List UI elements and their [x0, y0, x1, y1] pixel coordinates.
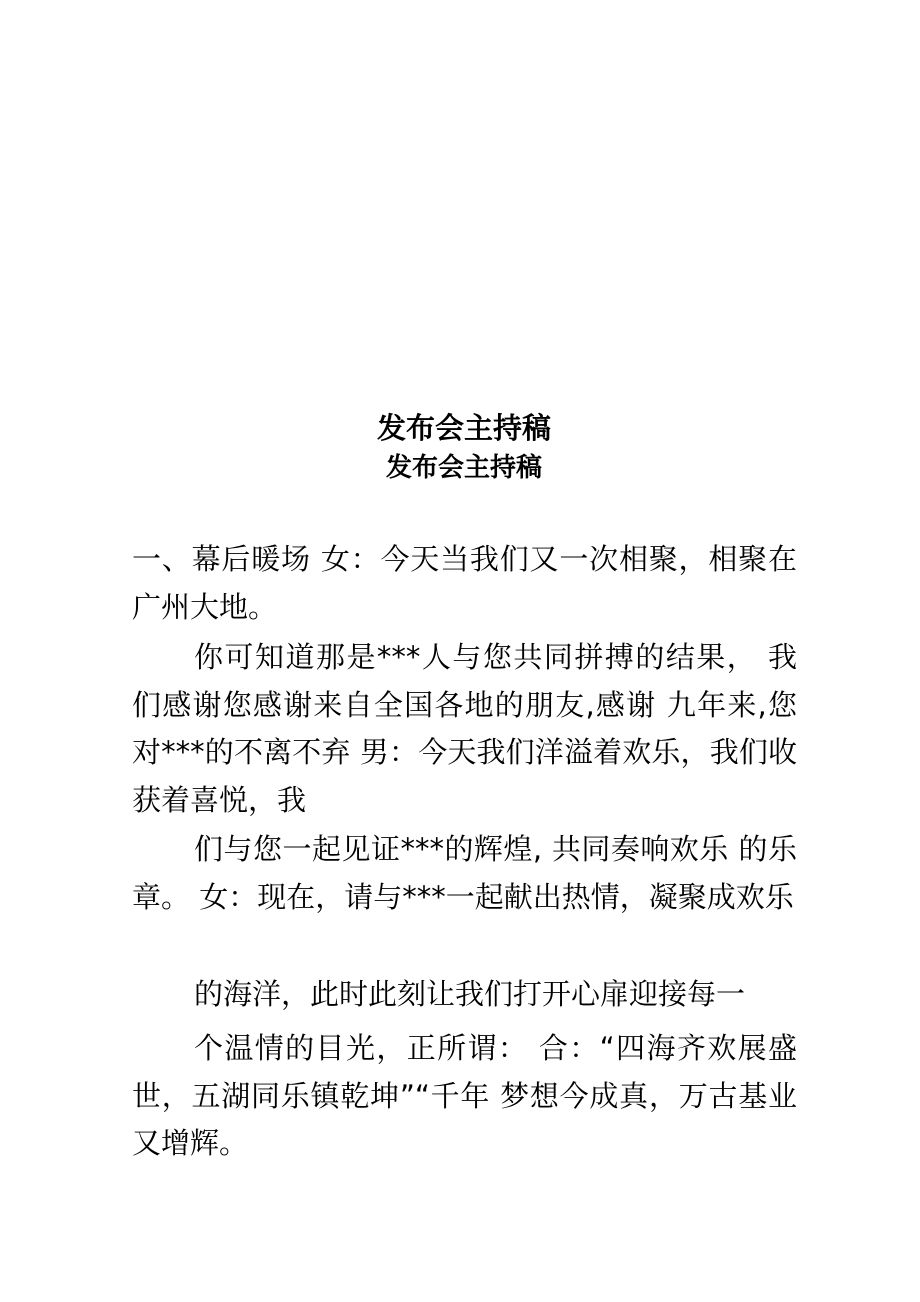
paragraph-thanks: 你可知道那是***人与您共同拼搏的结果， 我们感谢您感谢来自全国各地的朋友,感谢 九年来,您对***的不离不弃 男：今天我们洋溢着欢乐，我们收获着喜悦，我 [132, 640, 797, 817]
document-subtitle: 发布会主持稿 [385, 453, 542, 483]
paragraph-ocean: 的海洋，此时此刻让我们打开心扉迎接每一 [194, 977, 746, 1011]
paragraph-closing: 个温情的目光，正所谓： 合：“四海齐欢展盛世，五湖同乐镇乾坤”“千年 梦想今成真，万古基业又增辉。 [132, 1031, 797, 1160]
paragraph-opening: 一、幕后暖场 女：今天当我们又一次相聚，相聚在广州大地。 [132, 542, 797, 624]
document-title: 发布会主持稿 [376, 411, 551, 445]
paragraph-witness: 们与您一起见证***的辉煌, 共同奏响欢乐 的乐章。 女：现在，请与***一起献出热情，凝聚成欢乐 [132, 832, 797, 914]
